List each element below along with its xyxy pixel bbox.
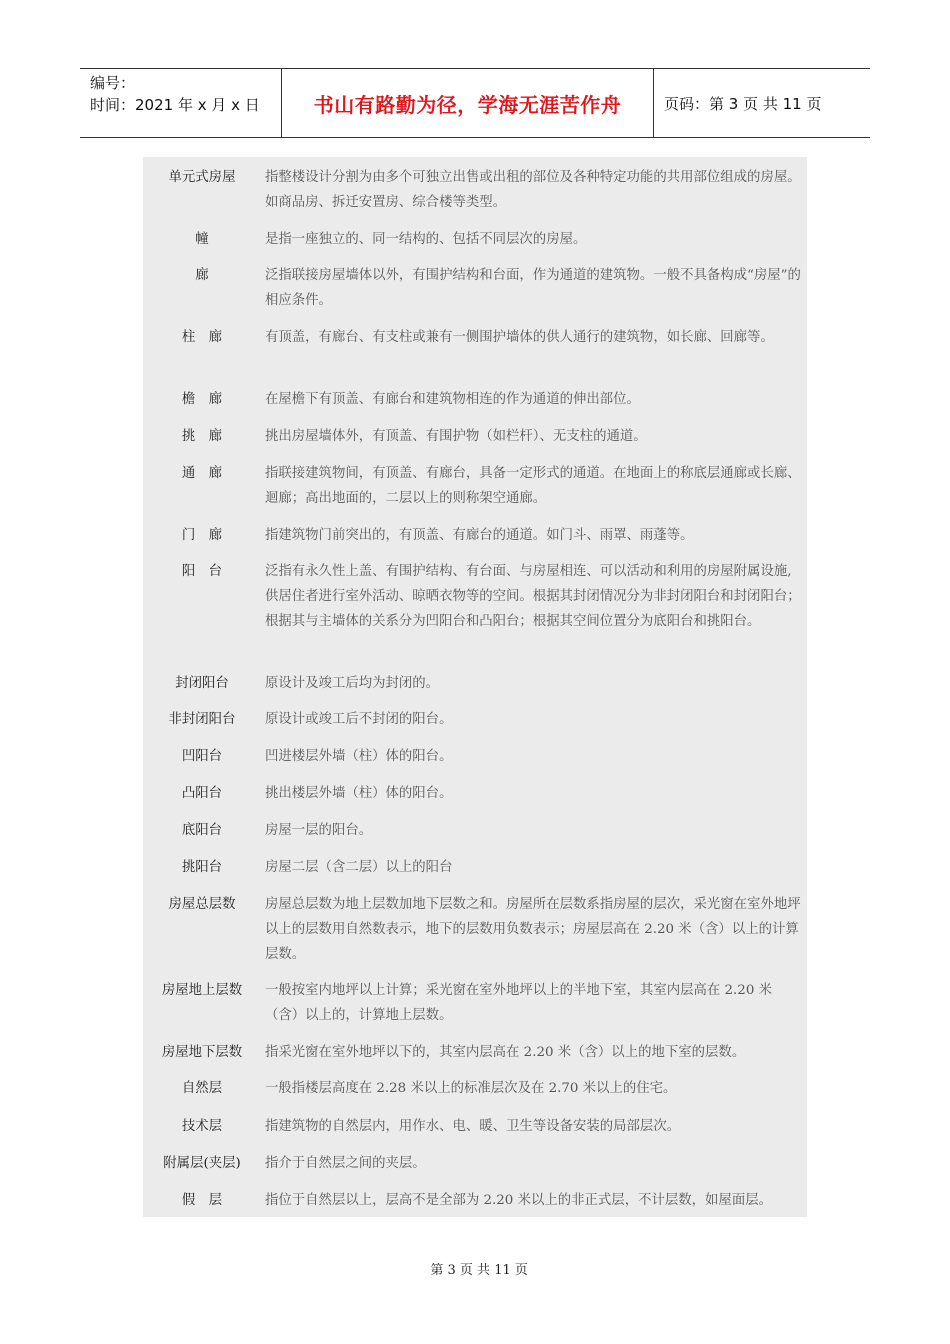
term-definition: 挑出楼层外墙（柱）体的阳台。 — [265, 786, 453, 801]
term-label: 挑阳台 — [181, 860, 223, 875]
term-definition: 有顶盖，有廊台、有支柱或兼有一侧围护墙体的供人通行的建筑物，如长廊、回廊等。 — [265, 330, 774, 345]
term-label: 檐 廊 — [181, 392, 223, 407]
footer-page-number: 第 3 页 共 11 页 — [430, 1263, 528, 1278]
term-definition: 房屋一层的阳台。 — [265, 823, 373, 838]
term-label: 门 廊 — [181, 528, 223, 543]
term-definition: 指建筑物门前突出的，有顶盖、有廊台的通道。如门斗、雨罩、雨蓬等。 — [265, 528, 694, 543]
term-label: 幢 — [195, 232, 209, 247]
term-label: 非封闭阳台 — [168, 712, 236, 727]
term-definition: 泛指联接房屋墙体以外，有围护结构和台面，作为通道的建筑物。一般不具备构成“房屋”的相应条件。 — [265, 268, 801, 308]
term-definition: 指整楼设计分割为由多个可独立出售或出租的部位及各种特定功能的共用部位组成的房屋。如商品房、拆迁安置房、综合楼等类型。 — [265, 170, 801, 210]
header-motto-cell — [282, 69, 654, 137]
term-label: 房屋地下层数 — [161, 1045, 243, 1060]
term-label: 底阳台 — [181, 823, 223, 838]
term-label: 房屋总层数 — [168, 897, 236, 912]
term-definition: 泛指有永久性上盖、有围护结构、有台面、与房屋相连、可以活动和利用的房屋附属设施,供居住者进行室外活动、晾晒衣物等的空间。根据其封闭情况分为非封闭阳台和封闭阳台；根据其与主墙体的关系分为凹阳台和凸阳台；根据其空间位置分为底阳台和挑阳台。 — [265, 564, 801, 629]
term-definition: 原设计及竣工后均为封闭的。 — [265, 676, 440, 691]
term-label: 假 层 — [181, 1193, 223, 1208]
term-definition: 指位于自然层以上，层高不是全部为 2.20 米以上的非正式层，不计层数，如屋面层。 — [265, 1193, 772, 1208]
term-definition: 指采光窗在室外地坪以下的，其室内层高在 2.20 米（含）以上的地下室的层数。 — [265, 1045, 746, 1060]
term-definition: 原设计或竣工后不封闭的阳台。 — [265, 712, 453, 727]
term-definition: 房屋二层（含二层）以上的阳台 — [265, 860, 453, 875]
term-definition: 在屋檐下有顶盖、有廊台和建筑物相连的作为通道的伸出部位。 — [265, 392, 640, 407]
term-label: 凹阳台 — [181, 749, 223, 764]
glossary-table — [143, 157, 807, 1217]
term-definition: 指建筑物的自然层内，用作水、电、暖、卫生等设备安装的局部层次。 — [265, 1119, 681, 1134]
term-label: 阳 台 — [181, 564, 223, 579]
term-label: 技术层 — [181, 1119, 223, 1134]
term-label: 自然层 — [181, 1081, 223, 1096]
term-definition: 凹进楼层外墙（柱）体的阳台。 — [265, 749, 453, 764]
term-label: 通 廊 — [181, 466, 223, 481]
term-label: 挑 廊 — [181, 429, 223, 444]
term-label: 凸阳台 — [181, 786, 223, 801]
page-footer — [0, 1244, 950, 1278]
header-page-info — [654, 69, 870, 137]
term-label: 房屋地上层数 — [161, 983, 243, 998]
term-definition: 房屋总层数为地上层数加地下层数之和。房屋所在层数系指房屋的层次，采光窗在室外地坪以上的层数用自然数表示，地下的层数用负数表示；房屋层高在 2.20 米（含）以上的计算层数。 — [265, 897, 801, 962]
term-definition: 一般按室内地坪以上计算；采光窗在室外地坪以上的半地下室，其室内层高在 2.20 米（含）以上的，计算地上层数。 — [265, 983, 772, 1023]
page-info-text: 页码：第 3 页 共 11 页 — [664, 94, 822, 113]
term-label: 封闭阳台 — [175, 676, 229, 691]
term-definition: 是指一座独立的、同一结构的、包括不同层次的房屋。 — [265, 232, 587, 247]
page-header — [80, 68, 870, 138]
term-definition: 一般指楼层高度在 2.28 米以上的标准层次及在 2.70 米以上的住宅。 — [265, 1081, 677, 1096]
term-label: 廊 — [195, 268, 209, 283]
term-definition: 指介于自然层之间的夹层。 — [265, 1156, 426, 1171]
term-label: 附属层(夹层) — [163, 1156, 241, 1171]
serial-label: 编号： — [90, 74, 136, 92]
header-meta — [80, 69, 282, 137]
term-definition: 指联接建筑物间，有顶盖、有廊台，具备一定形式的通道。在地面上的称底层通廊或长廊、迴廊；高出地面的，二层以上的则称架空通廊。 — [265, 466, 801, 506]
motto-text: 书山有路勤为径，学海无涯苦作舟 — [313, 92, 622, 117]
date-line: 时间：2021 年 x 月 x 日 — [90, 96, 260, 114]
term-label: 柱 廊 — [181, 330, 223, 345]
term-label: 单元式房屋 — [168, 170, 236, 185]
term-definition: 挑出房屋墙体外，有顶盖、有围护物（如栏杆）、无支柱的通道。 — [265, 429, 647, 444]
